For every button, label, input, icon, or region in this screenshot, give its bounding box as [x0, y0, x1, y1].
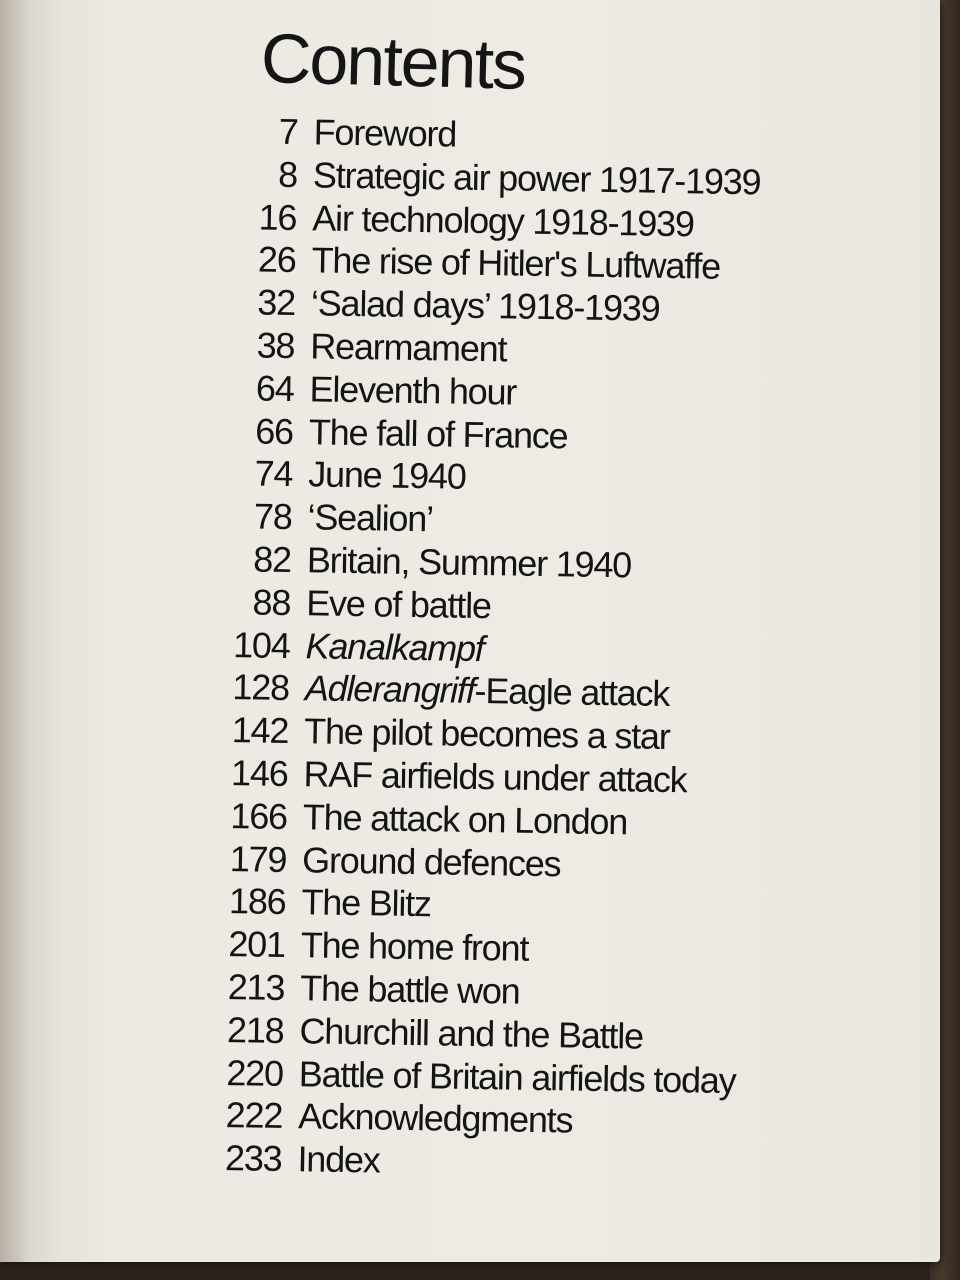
entry-title-rest: -Eagle attack [474, 670, 670, 715]
entry-page-number: 186 [228, 880, 286, 923]
entry-page-number: 38 [256, 324, 295, 367]
entry-title: RAF airfields under attack [303, 753, 687, 801]
entry-page-number: 201 [228, 923, 286, 966]
entry-page-number: 179 [229, 837, 287, 880]
entry-title [305, 668, 670, 716]
page-title: Contents [259, 18, 527, 104]
entry-page-number: 82 [252, 538, 292, 581]
entry-page-number: 26 [257, 238, 296, 281]
entry-page-number: 213 [227, 966, 285, 1008]
entry-title: June 1940 [307, 453, 466, 498]
entry-title-italic: Kanalkampf [305, 624, 485, 669]
entry-title: The Blitz [301, 881, 432, 925]
entry-page-number: 78 [253, 495, 292, 538]
entry-page-number: 218 [226, 1008, 284, 1051]
contents-list [211, 110, 761, 1188]
entry-title: Britain, Summer 1940 [306, 539, 632, 586]
entry-page-number: 222 [225, 1094, 283, 1137]
entry-title: ‘Salad days’ 1918-1939 [310, 282, 660, 329]
entry-page-number: 8 [277, 153, 298, 195]
entry-title: Air technology 1918-1939 [312, 196, 695, 244]
entry-page-number: 64 [255, 367, 294, 409]
entry-title: Battle of Britain airfields today [298, 1052, 736, 1101]
entry-page-number: 142 [231, 709, 289, 752]
entry-title: Acknowledgments [297, 1095, 573, 1141]
entry-page-number: 220 [226, 1051, 284, 1094]
entry-page-number: 166 [230, 794, 288, 837]
entry-title: Strategic air power 1917-1939 [312, 154, 761, 203]
entry-title: The attack on London [302, 796, 628, 843]
entry-title: Index [297, 1138, 380, 1181]
entry-page-number: 104 [232, 623, 290, 666]
entry-title: Eve of battle [305, 582, 492, 626]
entry-title: The fall of France [308, 410, 568, 456]
entry-title-italic: Adlerangriff [304, 667, 475, 712]
entry-title [305, 625, 484, 670]
entry-page-number: 128 [232, 666, 290, 709]
entry-page-number: 16 [258, 196, 297, 238]
entry-title: Ground defences [301, 838, 561, 884]
entry-title: The pilot becomes a star [303, 710, 670, 758]
entry-page-number: 66 [254, 410, 294, 452]
entry-title: The home front [300, 924, 529, 969]
entry-page-number: 146 [230, 752, 288, 794]
entry-page-number: 7 [278, 110, 298, 153]
entry-page-number: 233 [224, 1137, 282, 1180]
contents-entry [211, 1137, 745, 1188]
entry-page-number: 32 [257, 281, 296, 324]
entry-page-number: 74 [254, 452, 293, 495]
entry-title: The battle won [299, 967, 520, 1012]
entry-title: ‘Sealion’ [307, 496, 434, 540]
entry-page-number: 88 [252, 581, 291, 623]
entry-title: Churchill and the Battle [299, 1009, 644, 1057]
entry-title: Eleventh hour [309, 368, 517, 413]
page-gutter-shadow [0, 0, 60, 1262]
entry-title: Foreword [313, 111, 457, 155]
entry-title: The rise of Hitler's Luftwaffe [311, 239, 721, 288]
entry-title: Rearmament [309, 325, 507, 370]
